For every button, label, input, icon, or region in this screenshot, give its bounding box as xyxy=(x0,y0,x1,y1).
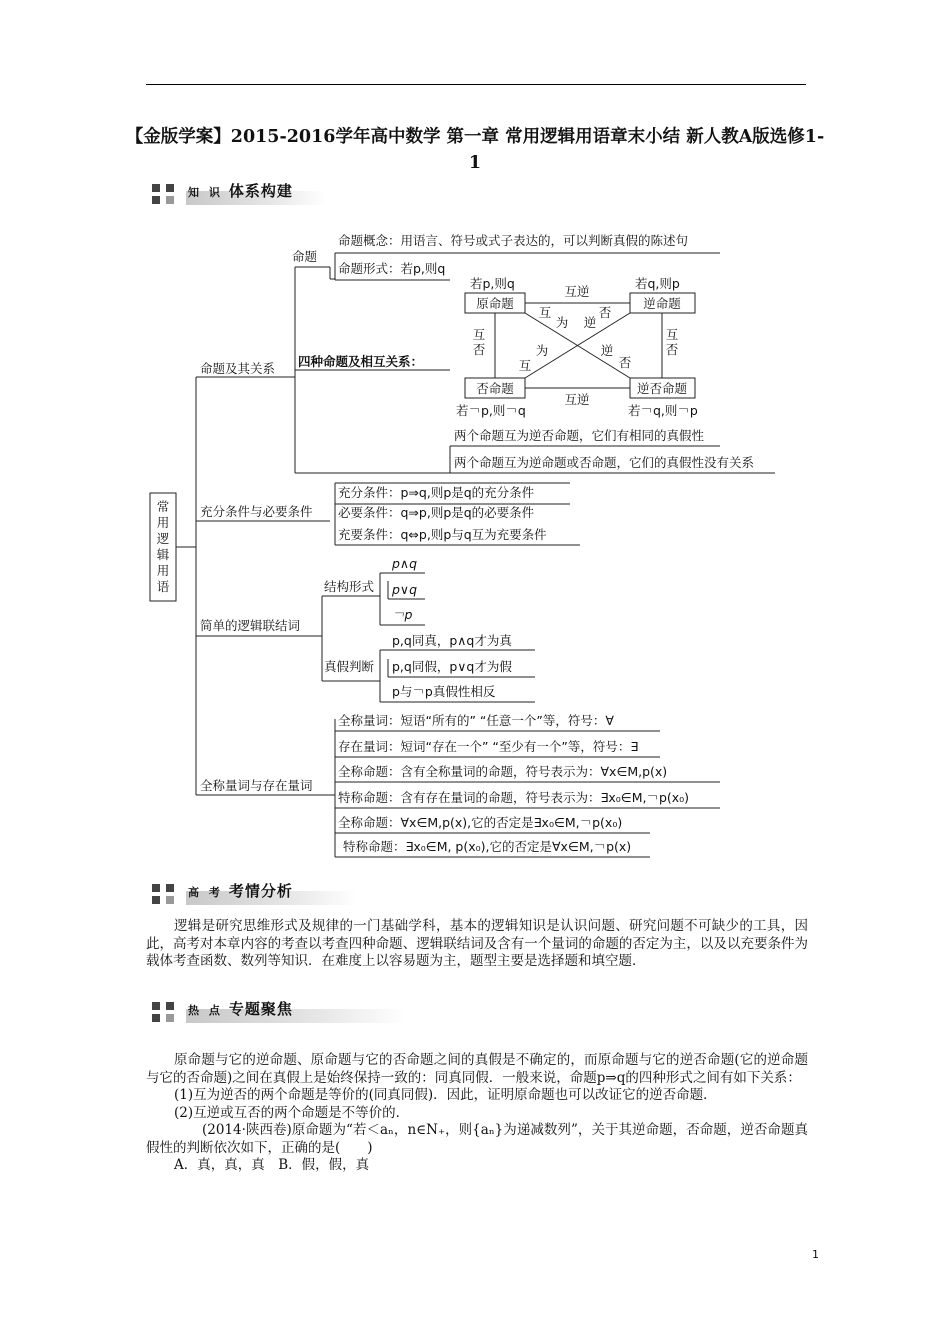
node-sufficient: 充分条件：p⇒q,则p是q的充分条件 xyxy=(338,485,535,500)
box-contrapositive: 逆否命题 xyxy=(636,381,688,396)
branch-conditions: 充分条件与必要条件 xyxy=(200,504,313,519)
banner-heading: 体系构建 xyxy=(228,182,293,200)
node-universal-negation: 全称命题：∀x∈M,p(x),它的否定是∃x₀∈M,￢p(x₀) xyxy=(338,815,623,830)
page-number: 1 xyxy=(812,1248,819,1261)
diag-label-6: 为 xyxy=(535,343,549,358)
banner-heading: 考情分析 xyxy=(228,882,293,900)
node-necessary: 必要条件：q⇒p,则p是q的必要条件 xyxy=(338,505,535,520)
edge-bottom-label: 互逆 xyxy=(564,392,590,407)
branch-quantifiers: 全称量词与存在量词 xyxy=(200,778,313,793)
edge-left-label-2: 否 xyxy=(472,342,486,357)
document-title: 【金版学案】2015-2016学年高中数学 第一章 常用逻辑用语章末小结 新人教A版选修1-1 xyxy=(125,127,825,173)
node-prop-form: 命题形式：若p,则q xyxy=(338,261,446,276)
box-converse: 逆命题 xyxy=(643,296,681,311)
diag-label-3: 逆 xyxy=(583,315,597,330)
node-structure: 结构形式 xyxy=(324,579,375,594)
edge-top-label: 互逆 xyxy=(564,284,590,299)
topic-section xyxy=(146,1052,808,1175)
node-truth: 真假判断 xyxy=(324,659,375,674)
mindmap-root xyxy=(157,499,170,594)
example-options: A．真，真，真 B．假，假，真 xyxy=(174,1157,370,1173)
section-banner-knowledge xyxy=(146,178,326,208)
node-truth-not: p与￢p真假性相反 xyxy=(392,684,496,699)
diag-label-5: 互 xyxy=(518,358,532,373)
section-banner-analysis xyxy=(146,878,356,908)
label-inverse-form: 若￢p,则￢q xyxy=(456,403,526,418)
edge-right-label-1: 互 xyxy=(665,327,679,342)
node-sufficient-necessary: 充要条件：q⇔p,则p与q互为充要条件 xyxy=(338,527,547,542)
knowledge-mindmap xyxy=(140,215,820,865)
node-universal-proposition: 全称命题：含有全称量词的命题，符号表示为：∀x∈M,p(x) xyxy=(338,764,668,779)
box-original: 原命题 xyxy=(476,296,514,311)
header-rule xyxy=(146,84,806,85)
edge-left-label-1: 互 xyxy=(472,327,486,342)
branch-propositions: 命题及其关系 xyxy=(200,361,276,376)
analysis-text: 逻辑是研究思维形式及规律的一门基础学科，基本的逻辑知识是认识问题、研究问题不可缺少的工具，因此，高考对本章内容的考查以考查四种命题、逻辑联结词及含有一个量词的命题的否定为主，以及以充要条件为载体考查函数、数列等知识．在难度上以容易题为主，题型主要是选择题和填空题． xyxy=(146,918,808,969)
label-converse-form: 若q,则p xyxy=(635,276,680,291)
banner-small-text: 热 点 xyxy=(188,1004,223,1017)
root-label: 常用逻辑用语 xyxy=(156,499,170,594)
topic-paragraph-3: (2)互逆或互否的两个命题是不等价的． xyxy=(174,1104,410,1121)
node-and: p∧q xyxy=(392,556,418,571)
diag-label-8: 否 xyxy=(618,355,632,370)
node-prop-concept: 命题概念：用语言、符号或式子表达的，可以判断真假的陈述句 xyxy=(338,233,689,248)
diag-label-1: 互 xyxy=(538,305,552,320)
note-converse-unrelated: 两个命题互为逆命题或否命题，它们的真假性没有关系 xyxy=(454,455,755,470)
example-question: (2014·陕西卷)原命题为“若＜aₙ，n∈N₊，则{aₙ}为递减数列”，关于其逆命题，否命题，逆否命题真假性的判断依次如下，正确的是( ) xyxy=(146,1122,808,1156)
section-banner-topics xyxy=(146,996,406,1026)
note-contrapositive-same: 两个命题互为逆否命题，它们有相同的真假性 xyxy=(454,428,705,443)
node-or: p∨q xyxy=(392,582,418,597)
branch-connectives: 简单的逻辑联结词 xyxy=(200,618,301,633)
box-inverse: 否命题 xyxy=(476,381,514,396)
topic-paragraph-1: 原命题与它的逆命题、原命题与它的否命题之间的真假是不确定的，而原命题与它的逆否命题(它的逆命题与它的否命题)之间在真假上是始终保持一致的：同真同假．一般来说，命题p⇒q的四种形式之间有如下关系： xyxy=(146,1052,808,1086)
diag-label-7: 逆 xyxy=(600,343,614,358)
analysis-paragraph xyxy=(146,918,808,971)
node-truth-or: p,q同假，p∨q才为假 xyxy=(392,659,512,674)
node-particular-proposition: 特称命题：含有存在量词的命题，符号表示为：∃x₀∈M,￢p(x₀) xyxy=(338,790,690,805)
diag-label-2: 为 xyxy=(555,315,569,330)
label-contrapositive-form: 若￢q,则￢p xyxy=(628,403,698,418)
label-original-form: 若p,则q xyxy=(470,276,515,291)
node-particular-negation: 特称命题：∃x₀∈M, p(x₀),它的否定是∀x∈M,￢p(x) xyxy=(343,839,632,854)
banner-heading: 专题聚焦 xyxy=(228,1000,293,1018)
edge-right-label-2: 否 xyxy=(665,342,679,357)
node-truth-and: p,q同真，p∧q才为真 xyxy=(392,633,512,648)
node-universal-quantifier: 全称量词：短语“所有的” “任意一个”等，符号：∀ xyxy=(338,713,614,728)
node-not: ￢p xyxy=(392,607,413,622)
node-existential-quantifier: 存在量词：短词“存在一个” “至少有一个”等，符号：∃ xyxy=(338,739,639,754)
node-proposition: 命题 xyxy=(292,249,318,264)
node-four-propositions: 四种命题及相互关系： xyxy=(298,354,424,369)
banner-small-text: 高 考 xyxy=(188,886,223,899)
diag-label-4: 否 xyxy=(598,305,612,320)
banner-small-text: 知 识 xyxy=(188,186,223,199)
topic-paragraph-2: (1)互为逆否的两个命题是等价的(同真同假)．因此，证明原命题也可以改证它的逆否命题． xyxy=(174,1087,717,1103)
